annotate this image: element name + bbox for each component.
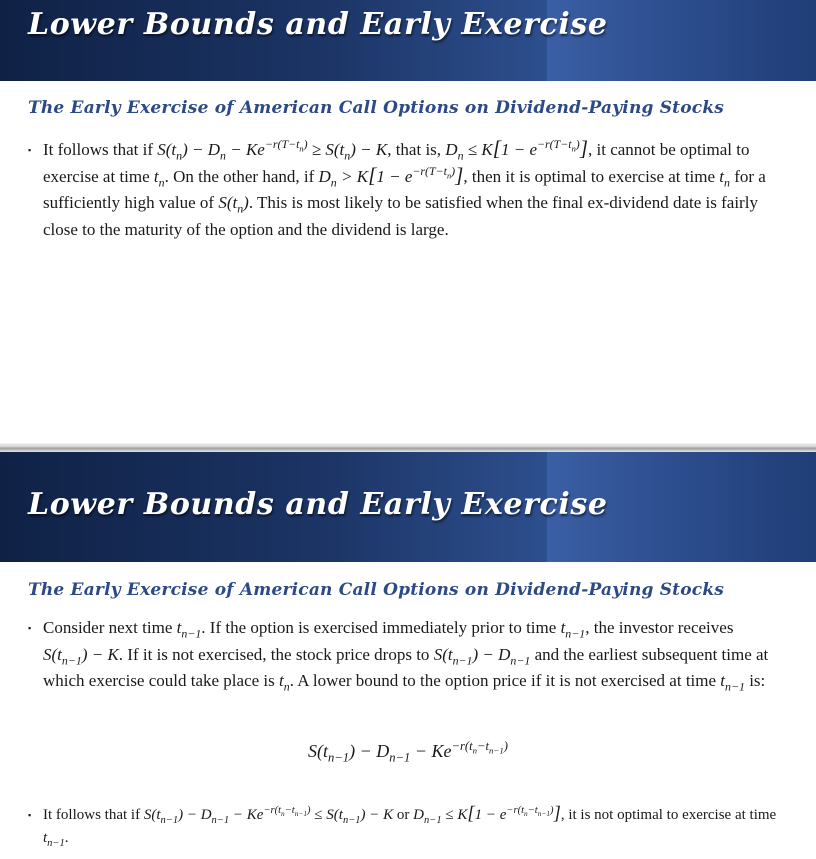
math-inline: $D_n \le K[1 - e^{-r(T-t_n)}]$ bbox=[445, 136, 588, 163]
slide-subtitle: The Early Exercise of American Call Options on Dividend-Paying Stocks bbox=[28, 98, 725, 118]
math-inline: $S(t_n)$ bbox=[218, 193, 249, 216]
slide-subtitle: The Early Exercise of American Call Options on Dividend-Paying Stocks bbox=[28, 580, 725, 600]
math-inline: $t_n$ bbox=[153, 166, 165, 189]
bullet-point bbox=[28, 804, 788, 850]
slide-title: Lower Bounds and Early Exercise bbox=[28, 487, 608, 522]
bullet-point bbox=[28, 615, 788, 695]
bullet-text: It follows that if $S(t_n) - D_n - Ke^{-r(T-t_n)} \ge S(t_n) - K$, that is, $D_n \le K[1 - e^{-r(T-t_n)}]$, it cannot be optimal to exercise at time $t_n$. On the other hand, if $D_n > K[1 - e^{-r(T-t_n)}]$, then it is optimal to exercise at time $t_n$ for a sufficiently high value of $S(t_n)$. This is most likely to be satisfied when the final ex-dividend date is fairly close to the maturity of the option and the dividend is large. bbox=[43, 136, 766, 239]
title-banner bbox=[0, 0, 816, 81]
math-inline: $S(t_{n-1}) - D_{n-1} - Ke^{-r(t_n-t_{n-1})} \le S(t_{n-1}) - K$ bbox=[143, 805, 394, 826]
bullet-text: Consider next time $t_{n-1}$. If the option is exercised immediately prior to time $t_{n-1}$, the investor receives $S(t_{n-1}) - K$. If it is not exercised, the stock price drops to $S(t_{n-1}) - D_{n-1}$ and the earliest subsequent time at which exercise could take place is $t_n$. A lower bound to the option price if it is not exercised at time $t_{n-1}$ is: bbox=[43, 618, 769, 694]
math-inline: $t_{n-1}$ bbox=[720, 671, 745, 694]
math-inline: $D_{n-1} \le K[1 - e^{-r(t_n-t_{n-1})}]$ bbox=[413, 803, 561, 826]
math-inline: $t_n$ bbox=[279, 671, 290, 694]
bullet-marker: ▪ bbox=[28, 810, 32, 820]
math-inline: $t_{n-1}$ bbox=[43, 830, 65, 849]
title-banner bbox=[0, 452, 816, 562]
math-inline: $t_{n-1}$ bbox=[176, 618, 202, 641]
bullet-marker: ▪ bbox=[28, 145, 32, 155]
bullet-marker: ▪ bbox=[28, 623, 32, 633]
math-inline: $S(t_{n-1}) - K$ bbox=[43, 644, 119, 667]
slide-divider bbox=[0, 443, 816, 452]
math-inline: $S(t_n) - D_n - Ke^{-r(T-t_n)} \ge S(t_n) - K$ bbox=[157, 137, 388, 163]
math-inline: $S(t_{n-1}) - D_{n-1}$ bbox=[433, 644, 531, 667]
math-inline: $t_n$ bbox=[719, 166, 730, 189]
bullet-text: It follows that if $S(t_{n-1}) - D_{n-1} - Ke^{-r(t_n-t_{n-1})} \le S(t_{n-1}) - K$ or $D_{n-1} \le K[1 - e^{-r(t_n-t_{n-1})}]$, it is not optimal to exercise at time $t_{n-1}$. bbox=[43, 803, 777, 849]
slide-title: Lower Bounds and Early Exercise bbox=[28, 7, 608, 42]
slide-2 bbox=[0, 452, 816, 859]
math-inline: $D_n > K[1 - e^{-r(T-t_n)}]$ bbox=[318, 162, 464, 189]
display-formula: $S(t_{n-1}) - D_{n-1} - Ke^{-r(t_n-t_{n-1})}$ bbox=[308, 739, 508, 765]
bullet-point bbox=[28, 137, 788, 243]
math-inline: $t_{n-1}$ bbox=[560, 618, 586, 641]
